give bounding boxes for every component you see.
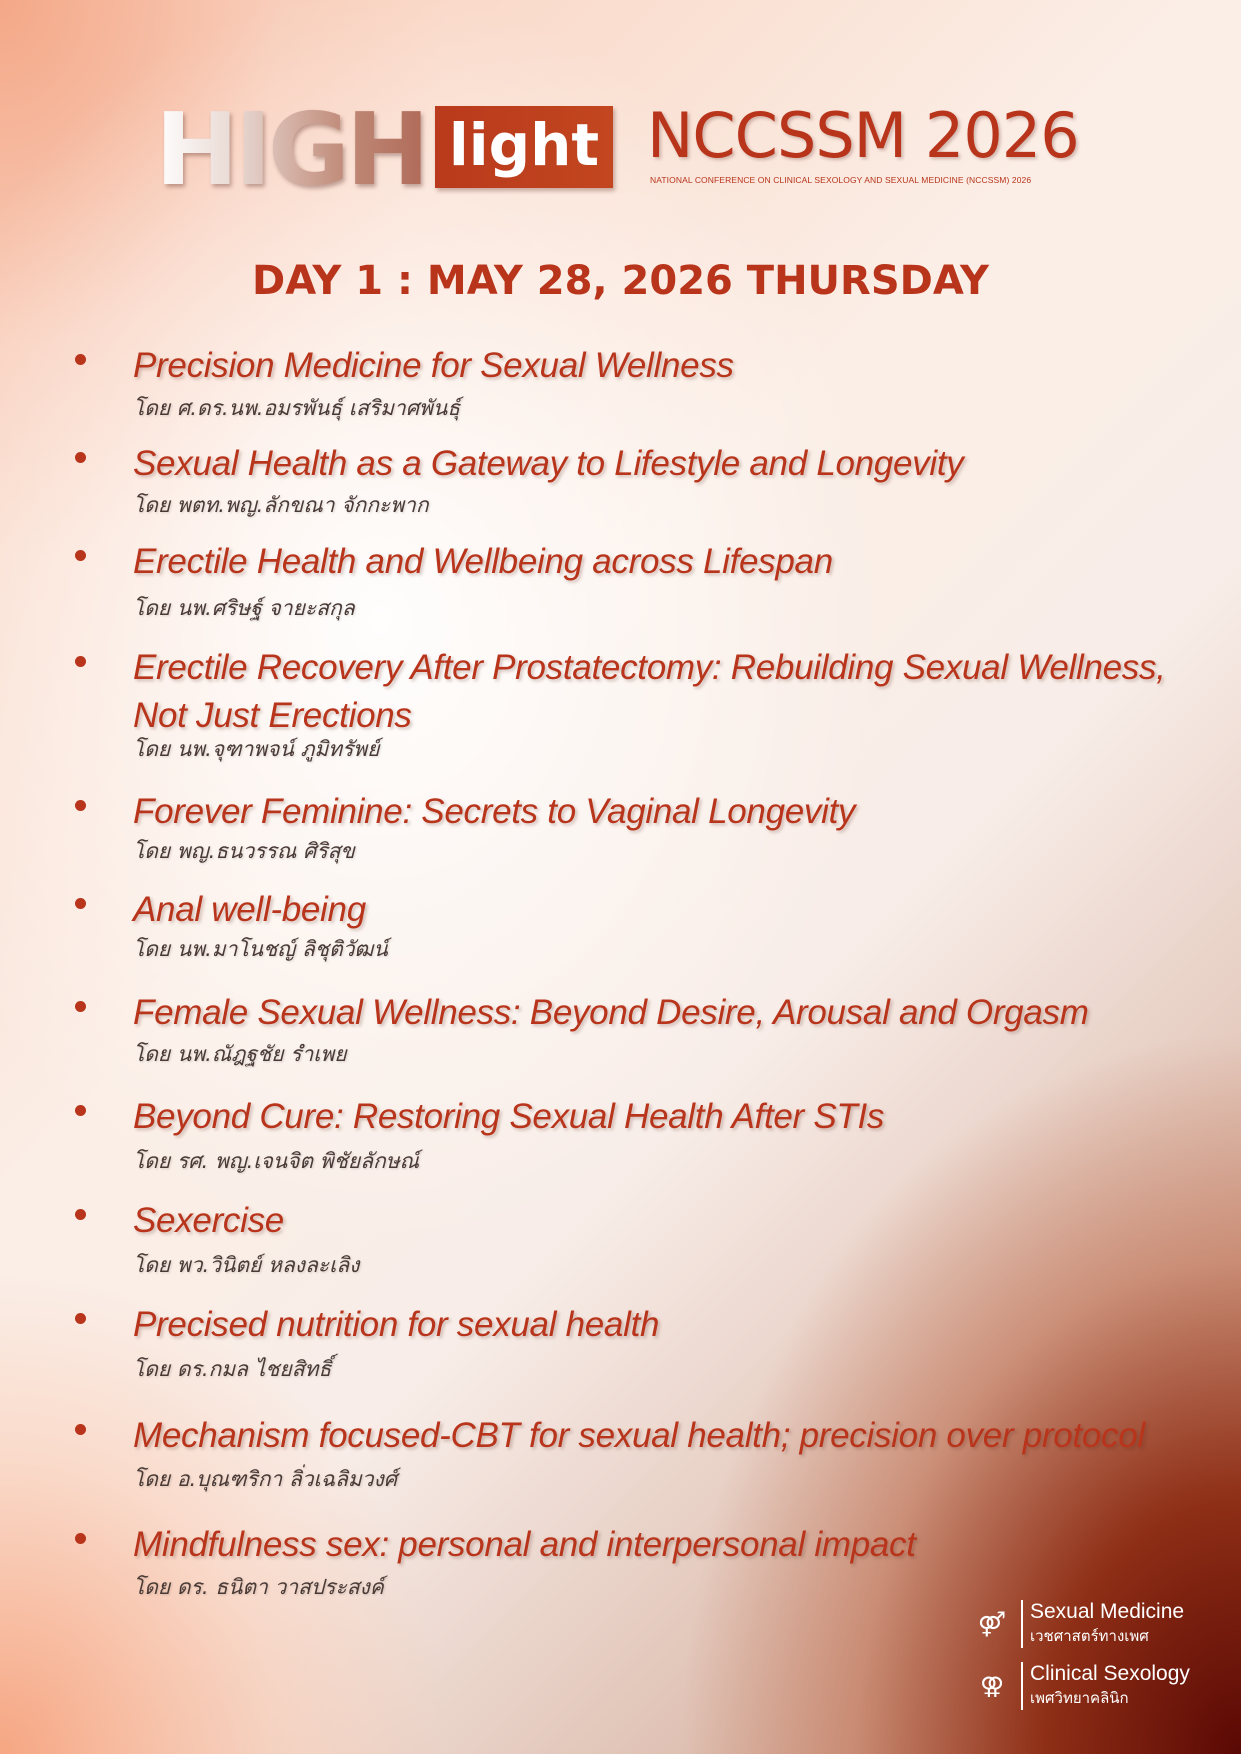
bullet-icon [75,1533,86,1544]
logo-title: Clinical Sexology [1030,1662,1190,1685]
session-speaker: โดย อ.บุณฑริกา ลิ่วเฉลิมวงศ์ [133,1467,398,1491]
gender-symbols-icon: ⚤ [977,1610,1007,1638]
session-title: Erectile Recovery After Prostatectomy: Rebuilding Sexual Wellness, Not Just Erections [133,648,1166,735]
session-title: Precision Medicine for Sexual Wellness [133,346,734,385]
session-title: Precised nutrition for sexual health [133,1305,660,1344]
bullet-icon [75,1424,86,1435]
session-speaker: โดย รศ. พญ.เจนจิต พิชัยลักษณ์ [133,1149,420,1173]
highlight-light-box: light [435,106,613,188]
session-title: Forever Feminine: Secrets to Vaginal Longevity [133,792,856,831]
session-title: Female Sexual Wellness: Beyond Desire, Arousal and Orgasm [133,993,1089,1032]
bullet-icon [75,800,86,811]
highlight-high-text: HIGH [155,91,426,208]
logo-subtitle: เพศวิทยาคลินิก [1030,1689,1129,1707]
conference-name: NCCSSM 2026 [647,99,1079,172]
session-speaker: โดย ดร. ธนิตา วาสประสงค์ [133,1575,384,1599]
clinical-sexology-logo [968,1660,1228,1722]
session-speaker: โดย พญ.ธนวรรณ ศิริสุข [133,839,355,863]
session-title: Erectile Health and Wellbeing across Lifespan [133,542,833,581]
session-title: Mechanism focused-CBT for sexual health; precision over protocol [133,1416,1145,1455]
session-title: Mindfulness sex: personal and interpersonal impact [133,1525,916,1564]
bullet-icon [75,656,86,667]
session-speaker: โดย ศ.ดร.นพ.อมรพันธุ์ เสริมาศพันธุ์ [133,396,461,420]
session-title: Beyond Cure: Restoring Sexual Health After STIs [133,1097,885,1136]
session-title: Sexercise [133,1201,284,1240]
conference-full-name: NATIONAL CONFERENCE ON CLINICAL SEXOLOGY AND SEXUAL MEDICINE (NCCSSM) 2026 [650,175,1032,185]
session-speaker: โดย นพ.มาโนชญ์ ลิชุติวัฒน์ [133,937,388,961]
logo-divider [1021,1600,1023,1648]
sexual-medicine-logo [968,1598,1228,1660]
logo-subtitle: เวชศาสตร์ทางเพศ [1030,1627,1149,1645]
day-title: DAY 1 : MAY 28, 2026 THURSDAY [252,258,989,304]
logo-title: Sexual Medicine [1030,1600,1185,1623]
bullet-icon [75,550,86,561]
bullet-icon [75,1313,86,1324]
logo-divider [1021,1662,1023,1710]
bullet-icon [75,1105,86,1116]
bullet-icon [75,452,86,463]
session-title: Sexual Health as a Gateway to Lifestyle and Longevity [133,444,964,483]
session-speaker: โดย นพ.ศริษฐ์ จายะสกุล [133,596,355,620]
bullet-icon [75,898,86,909]
bullet-icon [75,354,86,365]
session-speaker: โดย นพ.จุฑาพจน์ ภูมิทรัพย์ [133,737,380,761]
session-speaker: โดย ดร.กมล ไชยสิทธิ์ [133,1357,332,1381]
linked-gender-icon: ⚢ [979,1672,1005,1700]
footer-logos [968,1598,1228,1722]
session-speaker: โดย พว.วินิตย์ หลงละเลิง [133,1253,360,1277]
session-speaker: โดย นพ.ณัฎฐชัย รำเพย [133,1042,347,1066]
bullet-icon [75,1001,86,1012]
session-title: Anal well-being [133,890,366,929]
session-speaker: โดย พตท.พญ.ลักขณา จักกะพาก [133,493,429,517]
bullet-icon [75,1209,86,1220]
